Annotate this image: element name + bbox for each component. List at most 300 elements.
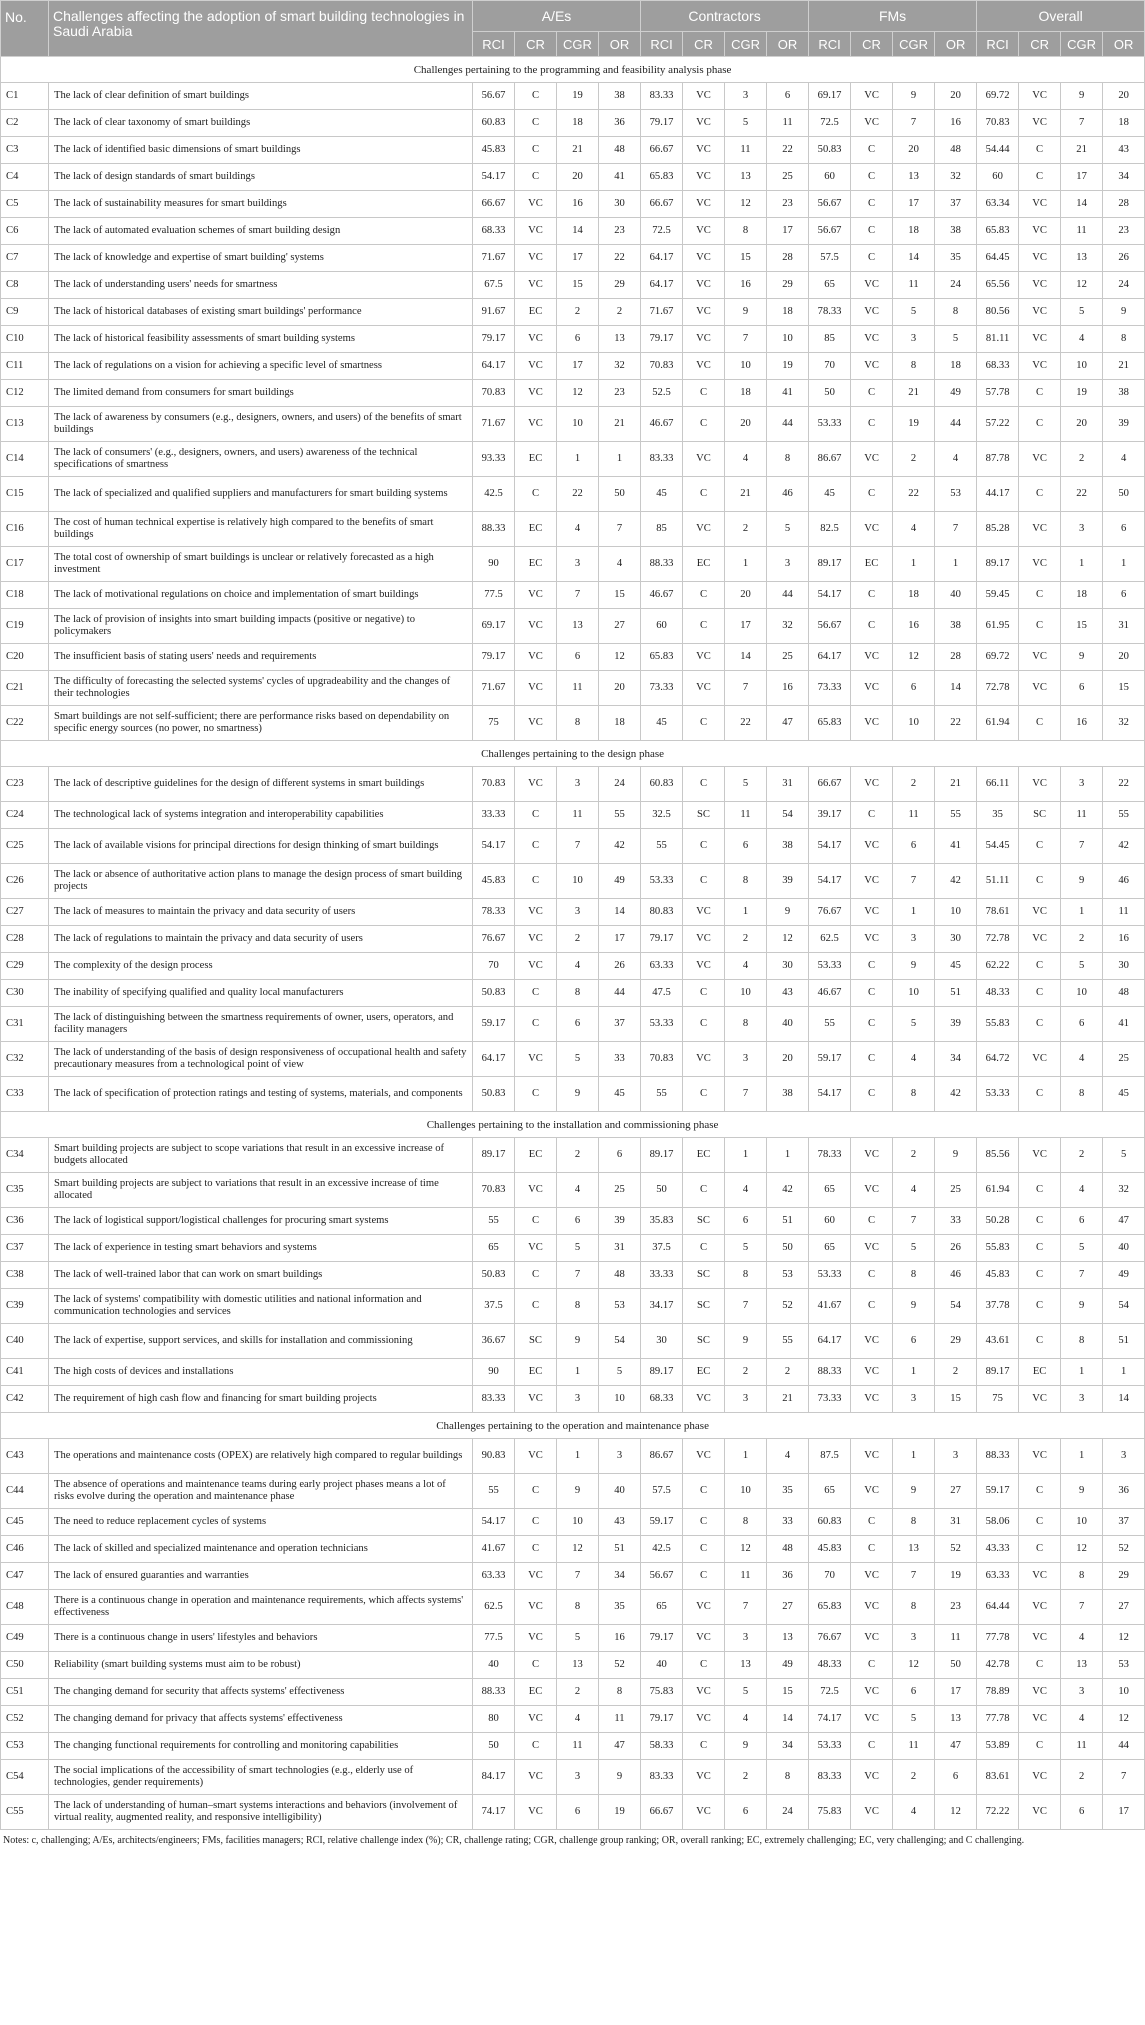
challenge-id: C39	[1, 1289, 49, 1324]
value-cell: 50	[767, 1235, 809, 1262]
value-cell: VC	[851, 1706, 893, 1733]
value-cell: 3	[725, 1042, 767, 1077]
value-cell: 31	[599, 1235, 641, 1262]
value-cell: 7	[1103, 1760, 1145, 1795]
value-cell: C	[683, 829, 725, 864]
value-cell: 41	[935, 829, 977, 864]
value-cell: C	[1019, 1235, 1061, 1262]
value-cell: 69.72	[977, 83, 1019, 110]
value-cell: 12	[1103, 1706, 1145, 1733]
value-cell: 18	[1061, 582, 1103, 609]
value-cell: C	[683, 1173, 725, 1208]
value-cell: 13	[557, 609, 599, 644]
value-cell: 59.17	[977, 1474, 1019, 1509]
value-cell: 8	[599, 1679, 641, 1706]
value-cell: 7	[725, 326, 767, 353]
value-cell: 42	[935, 864, 977, 899]
value-cell: 10	[935, 899, 977, 926]
value-cell: 7	[893, 1563, 935, 1590]
value-cell: C	[683, 706, 725, 741]
value-cell: 15	[1061, 609, 1103, 644]
value-cell: 83.33	[473, 1386, 515, 1413]
value-cell: 54.17	[809, 864, 851, 899]
value-cell: 55	[1103, 802, 1145, 829]
challenge-id: C11	[1, 353, 49, 380]
value-cell: 10	[1103, 1679, 1145, 1706]
table-row	[1, 1007, 1145, 1042]
value-cell: 10	[557, 1509, 599, 1536]
table-row	[1, 1706, 1145, 1733]
value-cell: 86.67	[809, 442, 851, 477]
challenge-text: The lack of systems' compatibility with domestic utilities and national information and communication technologies and services	[49, 1289, 473, 1324]
value-cell: 38	[935, 609, 977, 644]
value-cell: 6	[1103, 512, 1145, 547]
value-cell: 64.17	[809, 1324, 851, 1359]
value-cell: 13	[893, 164, 935, 191]
value-cell: 8	[893, 1262, 935, 1289]
value-cell: 23	[935, 1590, 977, 1625]
value-cell: 39	[599, 1208, 641, 1235]
value-cell: VC	[1019, 326, 1061, 353]
value-cell: 8	[767, 442, 809, 477]
value-cell: 51	[767, 1208, 809, 1235]
value-cell: 71.67	[473, 245, 515, 272]
value-cell: 70	[809, 353, 851, 380]
value-cell: 30	[1103, 953, 1145, 980]
challenge-id: C24	[1, 802, 49, 829]
value-cell: 3	[1061, 512, 1103, 547]
value-cell: 6	[557, 326, 599, 353]
value-cell: VC	[683, 1760, 725, 1795]
value-cell: 4	[893, 1795, 935, 1830]
value-cell: 37.5	[473, 1289, 515, 1324]
value-cell: VC	[515, 644, 557, 671]
value-cell: 73.33	[641, 671, 683, 706]
value-cell: 6	[893, 1324, 935, 1359]
value-cell: VC	[515, 1439, 557, 1474]
value-cell: 45	[1103, 1077, 1145, 1112]
value-cell: 8	[557, 706, 599, 741]
value-cell: VC	[515, 1795, 557, 1830]
value-cell: 4	[725, 1173, 767, 1208]
value-cell: 50	[1103, 477, 1145, 512]
challenge-text: The lack of logistical support/logistical challenges for procuring smart systems	[49, 1208, 473, 1235]
value-cell: 33	[767, 1509, 809, 1536]
value-cell: 27	[935, 1474, 977, 1509]
challenge-id: C37	[1, 1235, 49, 1262]
value-cell: 4	[557, 512, 599, 547]
value-cell: 60.83	[809, 1509, 851, 1536]
value-cell: 21	[599, 407, 641, 442]
value-cell: 86.67	[641, 1439, 683, 1474]
value-cell: 33	[935, 1208, 977, 1235]
value-cell: 4	[725, 1706, 767, 1733]
value-cell: 58.33	[641, 1733, 683, 1760]
value-cell: 4	[1061, 326, 1103, 353]
value-cell: 63.33	[641, 953, 683, 980]
value-cell: 8	[893, 353, 935, 380]
table-row	[1, 110, 1145, 137]
value-cell: C	[683, 1652, 725, 1679]
value-cell: 68.33	[977, 353, 1019, 380]
value-cell: 87.78	[977, 442, 1019, 477]
value-cell: 3	[893, 1386, 935, 1413]
value-cell: 83.33	[641, 1760, 683, 1795]
value-cell: 1	[767, 1138, 809, 1173]
value-cell: 66.67	[641, 1795, 683, 1830]
value-cell: EC	[683, 547, 725, 582]
value-cell: 32	[599, 353, 641, 380]
value-cell: 55.83	[977, 1007, 1019, 1042]
value-cell: VC	[683, 1439, 725, 1474]
value-cell: C	[851, 1536, 893, 1563]
value-cell: 2	[725, 1760, 767, 1795]
value-cell: 42	[1103, 829, 1145, 864]
value-cell: 45.83	[473, 864, 515, 899]
value-cell: VC	[515, 706, 557, 741]
value-cell: 44	[935, 407, 977, 442]
value-cell: 26	[935, 1235, 977, 1262]
challenge-id: C26	[1, 864, 49, 899]
value-cell: VC	[515, 926, 557, 953]
value-cell: 78.61	[977, 899, 1019, 926]
value-cell: VC	[851, 299, 893, 326]
value-cell: C	[515, 83, 557, 110]
table-row	[1, 218, 1145, 245]
challenge-id: C43	[1, 1439, 49, 1474]
value-cell: 31	[1103, 609, 1145, 644]
table-row	[1, 706, 1145, 741]
value-cell: 35	[935, 245, 977, 272]
value-cell: 3	[599, 1439, 641, 1474]
value-cell: 82.5	[809, 512, 851, 547]
value-cell: C	[515, 164, 557, 191]
value-cell: C	[515, 1289, 557, 1324]
challenge-text: The lack of measures to maintain the privacy and data security of users	[49, 899, 473, 926]
header-cr: CR	[1019, 32, 1061, 57]
value-cell: 3	[935, 1439, 977, 1474]
value-cell: 14	[557, 218, 599, 245]
value-cell: 4	[1061, 1625, 1103, 1652]
value-cell: 10	[893, 980, 935, 1007]
value-cell: VC	[683, 1795, 725, 1830]
value-cell: 36	[1103, 1474, 1145, 1509]
value-cell: 46.67	[641, 407, 683, 442]
value-cell: VC	[1019, 1795, 1061, 1830]
value-cell: 14	[935, 671, 977, 706]
value-cell: 70	[809, 1563, 851, 1590]
value-cell: 3	[557, 547, 599, 582]
value-cell: 1	[893, 899, 935, 926]
table-row	[1, 1795, 1145, 1830]
value-cell: VC	[683, 1679, 725, 1706]
value-cell: VC	[1019, 353, 1061, 380]
value-cell: EC	[515, 512, 557, 547]
value-cell: 16	[935, 110, 977, 137]
value-cell: 5	[725, 1235, 767, 1262]
value-cell: 9	[725, 1324, 767, 1359]
value-cell: 33.33	[473, 802, 515, 829]
challenge-id: C40	[1, 1324, 49, 1359]
value-cell: 11	[893, 802, 935, 829]
value-cell: 11	[1061, 218, 1103, 245]
value-cell: VC	[683, 512, 725, 547]
value-cell: VC	[851, 353, 893, 380]
challenge-text: The social implications of the accessibility of smart technologies (e.g., elderly use of technologies, gender requirements)	[49, 1760, 473, 1795]
value-cell: 35	[599, 1590, 641, 1625]
value-cell: 9	[1061, 864, 1103, 899]
value-cell: 53	[1103, 1652, 1145, 1679]
value-cell: C	[1019, 1289, 1061, 1324]
value-cell: VC	[851, 272, 893, 299]
value-cell: VC	[683, 326, 725, 353]
value-cell: EC	[515, 442, 557, 477]
header-group-fms: FMs	[809, 1, 977, 32]
value-cell: C	[515, 1208, 557, 1235]
challenge-text: The lack of skilled and specialized maintenance and operation technicians	[49, 1536, 473, 1563]
value-cell: 8	[893, 1077, 935, 1112]
header-cgr: CGR	[725, 32, 767, 57]
value-cell: VC	[1019, 1138, 1061, 1173]
value-cell: VC	[851, 1760, 893, 1795]
value-cell: VC	[851, 1439, 893, 1474]
header-or: OR	[935, 32, 977, 57]
value-cell: 24	[935, 272, 977, 299]
value-cell: 19	[935, 1563, 977, 1590]
value-cell: 58.06	[977, 1509, 1019, 1536]
value-cell: 20	[893, 137, 935, 164]
value-cell: 4	[935, 442, 977, 477]
value-cell: 90	[473, 1359, 515, 1386]
value-cell: 45	[935, 953, 977, 980]
value-cell: C	[515, 802, 557, 829]
value-cell: 55.83	[977, 1235, 1019, 1262]
value-cell: 42.5	[641, 1536, 683, 1563]
value-cell: 65	[473, 1235, 515, 1262]
value-cell: 51	[599, 1536, 641, 1563]
value-cell: C	[851, 245, 893, 272]
table-row	[1, 1760, 1145, 1795]
value-cell: VC	[683, 926, 725, 953]
header-rci: RCI	[809, 32, 851, 57]
value-cell: 20	[725, 407, 767, 442]
challenge-text: There is a continuous change in operation and maintenance requirements, which affects systems' effectiveness	[49, 1590, 473, 1625]
table-row	[1, 1208, 1145, 1235]
value-cell: 4	[893, 1042, 935, 1077]
value-cell: 4	[599, 547, 641, 582]
value-cell: VC	[851, 1563, 893, 1590]
value-cell: 34	[935, 1042, 977, 1077]
value-cell: VC	[1019, 245, 1061, 272]
value-cell: VC	[851, 1235, 893, 1262]
challenge-id: C41	[1, 1359, 49, 1386]
value-cell: VC	[515, 218, 557, 245]
challenge-text: The lack of regulations to maintain the privacy and data security of users	[49, 926, 473, 953]
value-cell: C	[851, 137, 893, 164]
value-cell: 47	[1103, 1208, 1145, 1235]
value-cell: 37	[599, 1007, 641, 1042]
value-cell: 6	[767, 83, 809, 110]
value-cell: 1	[893, 547, 935, 582]
value-cell: VC	[515, 353, 557, 380]
value-cell: C	[851, 1077, 893, 1112]
value-cell: 7	[893, 1208, 935, 1235]
value-cell: 64.17	[809, 644, 851, 671]
value-cell: VC	[515, 767, 557, 802]
value-cell: 48.33	[977, 980, 1019, 1007]
value-cell: 59.45	[977, 582, 1019, 609]
value-cell: 52	[935, 1536, 977, 1563]
challenge-text: The lack of design standards of smart buildings	[49, 164, 473, 191]
value-cell: SC	[683, 1289, 725, 1324]
value-cell: 17	[767, 218, 809, 245]
value-cell: 52	[767, 1289, 809, 1324]
value-cell: 55	[767, 1324, 809, 1359]
value-cell: 59.17	[641, 1509, 683, 1536]
value-cell: 54	[767, 802, 809, 829]
value-cell: 72.78	[977, 926, 1019, 953]
value-cell: 72.5	[809, 1679, 851, 1706]
table-header	[1, 1, 1145, 57]
challenge-text: Smart building projects are subject to variations that result in an excessive increase of time allocated	[49, 1173, 473, 1208]
table-row	[1, 1359, 1145, 1386]
value-cell: 17	[557, 353, 599, 380]
value-cell: 36	[599, 110, 641, 137]
challenge-id: C8	[1, 272, 49, 299]
value-cell: 3	[893, 926, 935, 953]
value-cell: C	[515, 829, 557, 864]
value-cell: 44	[599, 980, 641, 1007]
value-cell: VC	[1019, 644, 1061, 671]
value-cell: 83.33	[809, 1760, 851, 1795]
value-cell: 1	[557, 1439, 599, 1474]
value-cell: 1	[725, 899, 767, 926]
value-cell: 8	[557, 1590, 599, 1625]
challenge-text: The changing demand for security that affects systems' effectiveness	[49, 1679, 473, 1706]
value-cell: 8	[767, 1760, 809, 1795]
value-cell: VC	[1019, 272, 1061, 299]
value-cell: 75	[977, 1386, 1019, 1413]
value-cell: 8	[725, 864, 767, 899]
value-cell: 1	[725, 547, 767, 582]
value-cell: C	[851, 1652, 893, 1679]
value-cell: 6	[725, 1208, 767, 1235]
value-cell: 53	[935, 477, 977, 512]
value-cell: 85.56	[977, 1138, 1019, 1173]
value-cell: 57.5	[809, 245, 851, 272]
value-cell: 13	[725, 164, 767, 191]
value-cell: 85.28	[977, 512, 1019, 547]
challenge-id: C53	[1, 1733, 49, 1760]
value-cell: 1	[935, 547, 977, 582]
value-cell: 79.17	[641, 1706, 683, 1733]
header-cr: CR	[515, 32, 557, 57]
value-cell: 12	[767, 926, 809, 953]
value-cell: 1	[725, 1439, 767, 1474]
value-cell: 21	[893, 380, 935, 407]
challenge-id: C6	[1, 218, 49, 245]
value-cell: 9	[767, 899, 809, 926]
value-cell: 19	[767, 353, 809, 380]
value-cell: 5	[893, 1007, 935, 1042]
value-cell: 18	[557, 110, 599, 137]
challenge-id: C45	[1, 1509, 49, 1536]
value-cell: C	[851, 1289, 893, 1324]
value-cell: 43	[767, 980, 809, 1007]
value-cell: 44	[1103, 1733, 1145, 1760]
value-cell: 40	[599, 1474, 641, 1509]
value-cell: 38	[935, 218, 977, 245]
challenge-id: C3	[1, 137, 49, 164]
section-row	[1, 1112, 1145, 1138]
value-cell: 21	[557, 137, 599, 164]
challenge-id: C31	[1, 1007, 49, 1042]
value-cell: 66.11	[977, 767, 1019, 802]
value-cell: 81.11	[977, 326, 1019, 353]
value-cell: SC	[683, 1208, 725, 1235]
value-cell: 47.5	[641, 980, 683, 1007]
value-cell: 13	[935, 1706, 977, 1733]
value-cell: 65.56	[977, 272, 1019, 299]
table-row	[1, 326, 1145, 353]
challenge-text: The total cost of ownership of smart buildings is unclear or relatively forecasted as a high investment	[49, 547, 473, 582]
value-cell: VC	[851, 1679, 893, 1706]
value-cell: 3	[725, 1386, 767, 1413]
value-cell: 10	[599, 1386, 641, 1413]
value-cell: VC	[683, 644, 725, 671]
value-cell: 29	[935, 1324, 977, 1359]
value-cell: 30	[641, 1324, 683, 1359]
value-cell: 67.5	[473, 272, 515, 299]
value-cell: 5	[767, 512, 809, 547]
header-group-overall: Overall	[977, 1, 1145, 32]
value-cell: 76.67	[809, 1625, 851, 1652]
challenge-text: The lack of automated evaluation schemes of smart building design	[49, 218, 473, 245]
value-cell: VC	[683, 1042, 725, 1077]
value-cell: 51	[935, 980, 977, 1007]
value-cell: 4	[1061, 1706, 1103, 1733]
challenge-id: C48	[1, 1590, 49, 1625]
value-cell: 78.33	[809, 1138, 851, 1173]
value-cell: VC	[1019, 191, 1061, 218]
value-cell: 11	[935, 1625, 977, 1652]
value-cell: 4	[557, 953, 599, 980]
value-cell: 19	[599, 1795, 641, 1830]
value-cell: 50.28	[977, 1208, 1019, 1235]
value-cell: 10	[557, 864, 599, 899]
header-cgr: CGR	[557, 32, 599, 57]
value-cell: 57.5	[641, 1474, 683, 1509]
value-cell: VC	[851, 326, 893, 353]
value-cell: C	[851, 1208, 893, 1235]
challenge-id: C25	[1, 829, 49, 864]
challenge-id: C28	[1, 926, 49, 953]
header-rci: RCI	[473, 32, 515, 57]
value-cell: 7	[725, 1077, 767, 1112]
challenge-text: The lack of sustainability measures for smart buildings	[49, 191, 473, 218]
table-row	[1, 582, 1145, 609]
value-cell: 56.67	[473, 83, 515, 110]
value-cell: 43.33	[977, 1536, 1019, 1563]
value-cell: 10	[1061, 980, 1103, 1007]
challenge-id: C1	[1, 83, 49, 110]
header-cr: CR	[683, 32, 725, 57]
value-cell: 66.67	[809, 767, 851, 802]
value-cell: 35	[767, 1474, 809, 1509]
value-cell: 6	[893, 1679, 935, 1706]
value-cell: VC	[515, 1386, 557, 1413]
value-cell: C	[683, 980, 725, 1007]
